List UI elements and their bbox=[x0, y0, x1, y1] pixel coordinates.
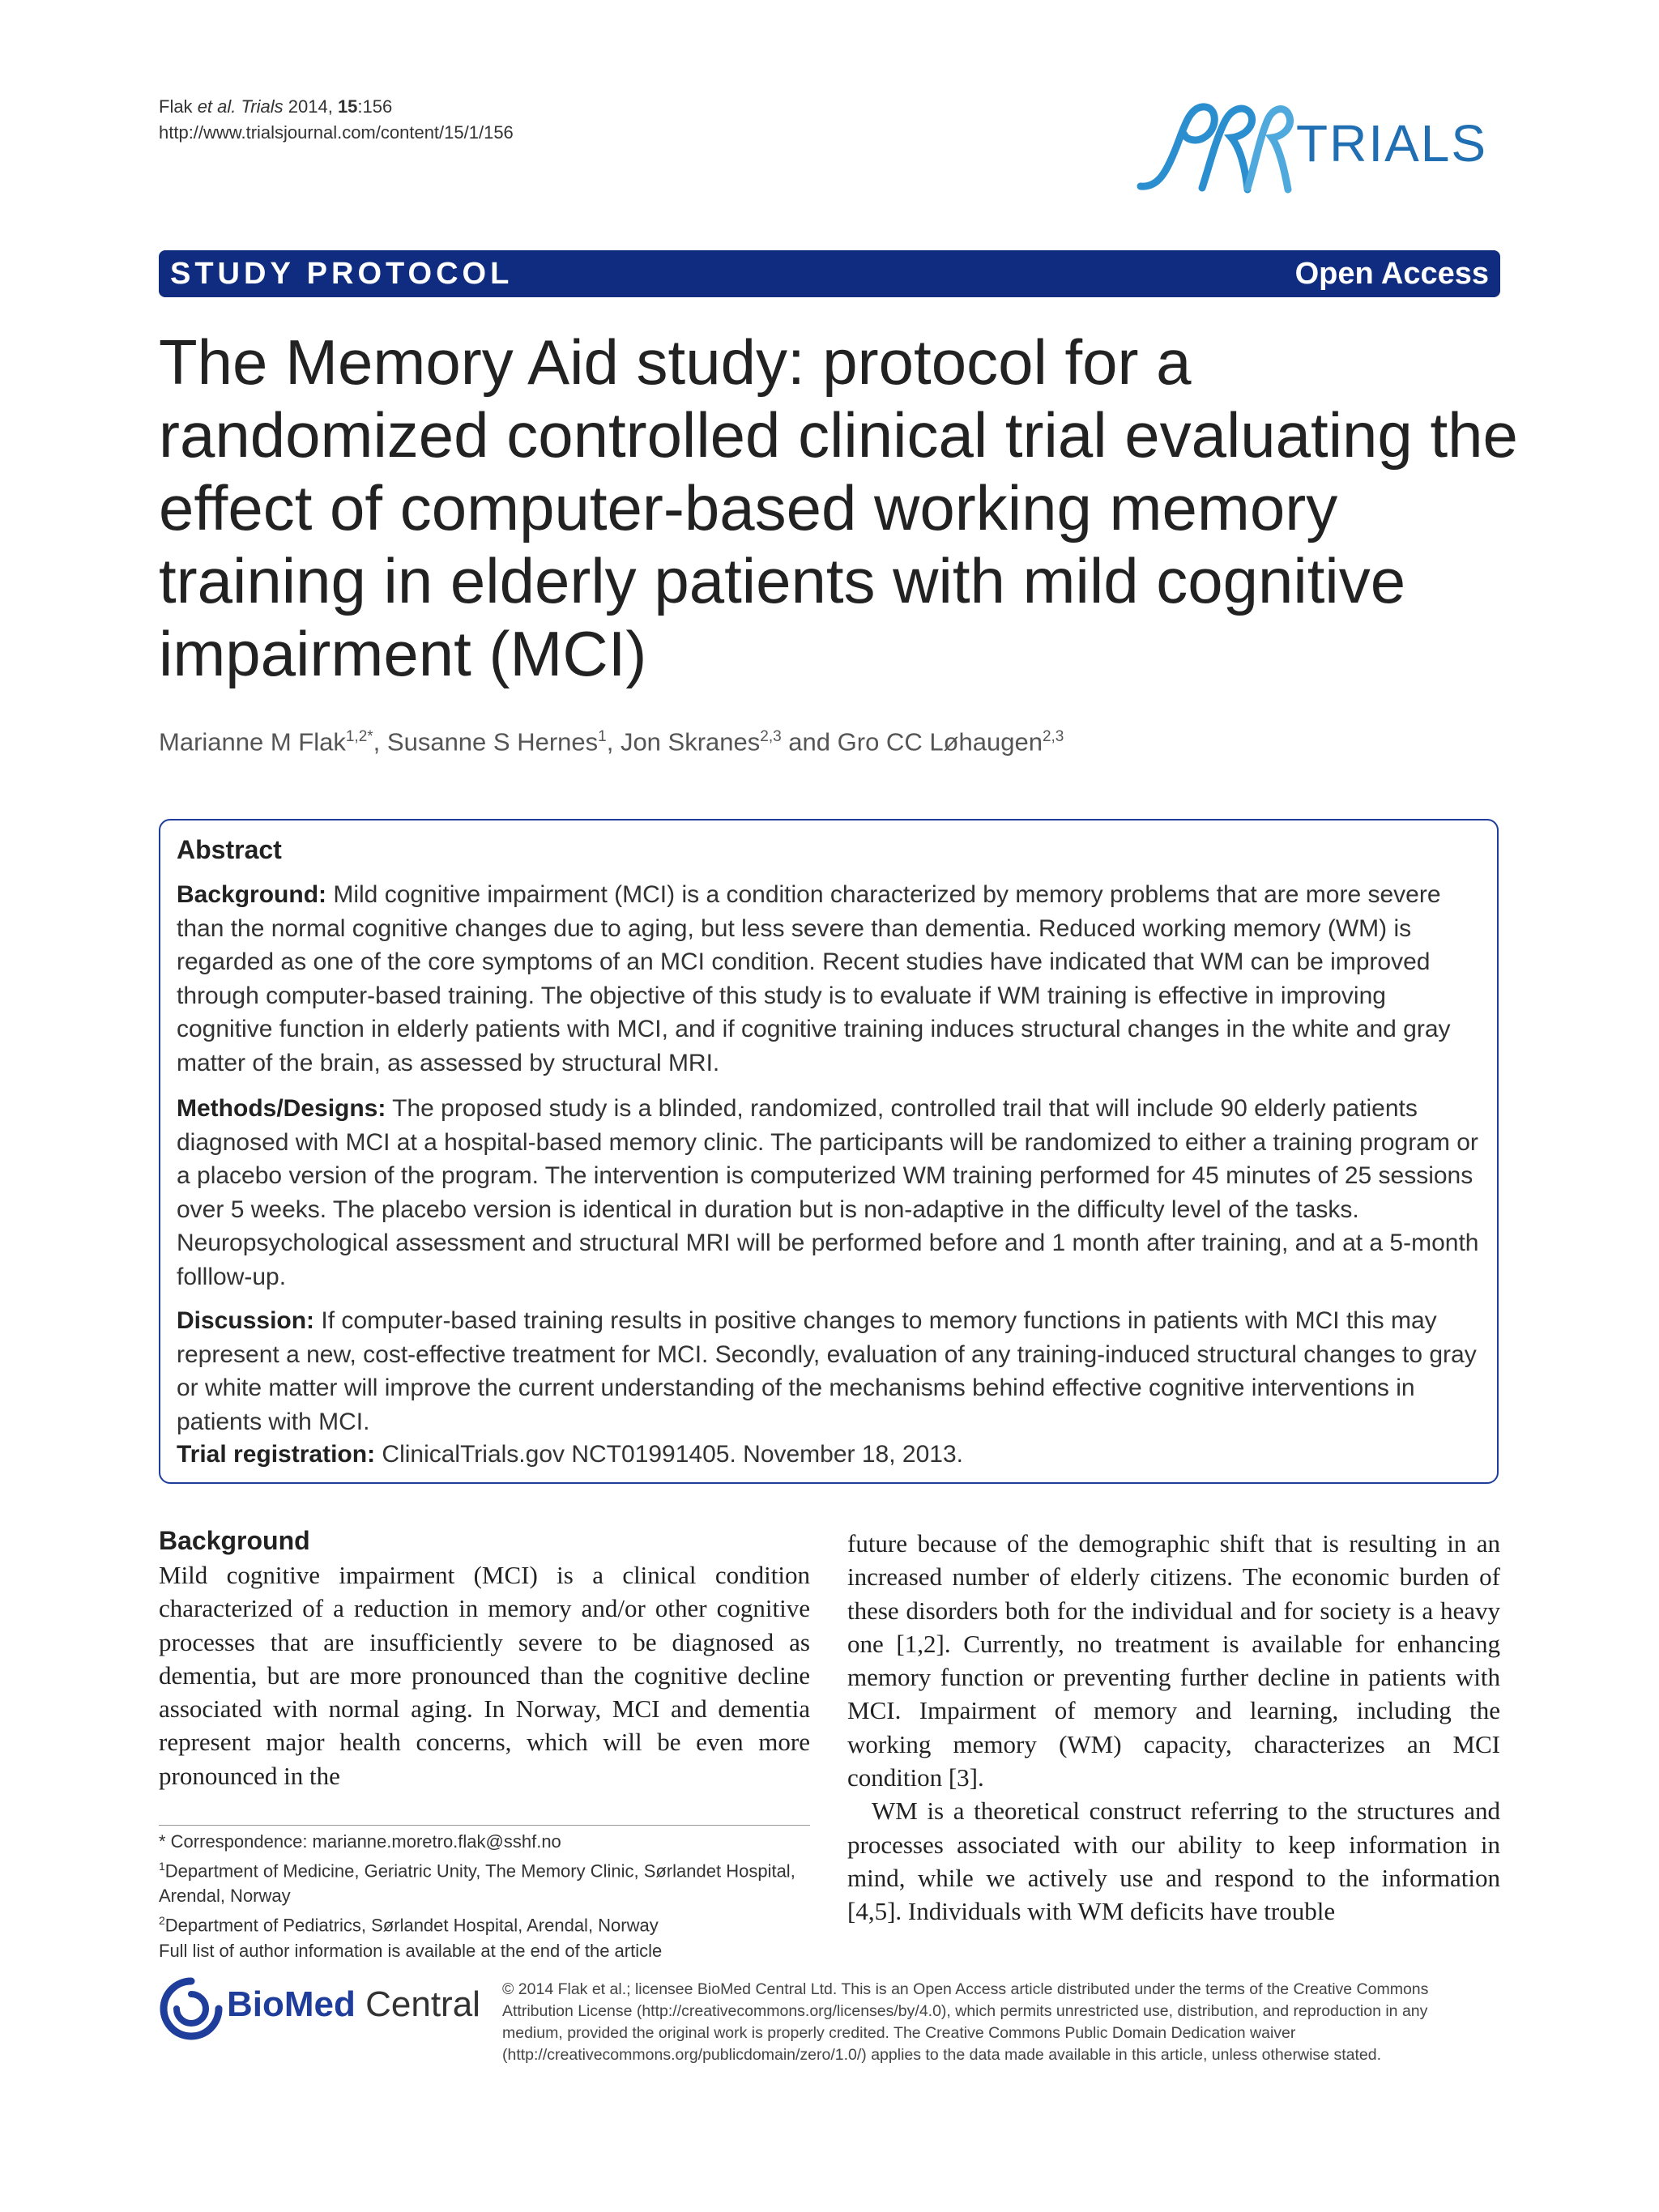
abstract-trial-label: Trial registration: bbox=[177, 1441, 376, 1468]
article-type: STUDY PROTOCOL bbox=[170, 257, 514, 291]
abstract-methods-label: Methods/Designs: bbox=[177, 1095, 386, 1122]
abstract-heading: Abstract bbox=[177, 835, 282, 864]
biomed-central-wordmark bbox=[227, 1984, 480, 2025]
citation-page: :156 bbox=[357, 96, 393, 117]
citation-journal: Trials bbox=[236, 96, 284, 117]
author-list bbox=[159, 719, 1064, 760]
author-affiliation: 2,3 bbox=[1042, 728, 1064, 745]
article-url[interactable]: http://www.trialsjournal.com/content/15/1/156 bbox=[159, 122, 514, 143]
open-access-label: Open Access bbox=[1294, 257, 1489, 291]
abstract-background-label: Background: bbox=[177, 881, 327, 908]
author-separator: , bbox=[606, 727, 621, 757]
author-affiliation: 1,2* bbox=[345, 728, 373, 745]
publisher-bold: BioMed bbox=[227, 1984, 356, 2024]
affiliation-number: 1 bbox=[159, 1860, 165, 1873]
author-affiliation: 1 bbox=[598, 728, 607, 745]
trials-logo bbox=[1134, 91, 1488, 204]
abstract-background-text: Mild cognitive impairment (MCI) is a condition characterized by memory problems that are more severe than the normal cognitive changes due to aging, but less severe than dementia. Reduced working memory (WM) is regarded as one of the core symptoms of an MCI condition. Recent studies have indicated that WM can be improved through computer-based training. The objective of this study is to evaluate if WM training is effective in improving cognitive function in elderly patients with MCI, and if cognitive training induces structural changes in the white and gray matter of the brain, as assessed by structural MRI. bbox=[177, 881, 1451, 1076]
body-right-column bbox=[847, 1527, 1500, 1929]
author-name: Marianne M Flak bbox=[159, 727, 346, 757]
citation-year: 2014, bbox=[283, 96, 338, 117]
body-left-column: Mild cognitive impairment (MCI) is a clinical condition characterized of a reduction in memory and/or other cognitive processes that are insufficiently severe to be diagnosed as dementia, but are more pronounced than the cognitive decline associated with normal aging. In Norway, MCI and dementia represent major health concerns, which will be even more pronounced in the bbox=[159, 1561, 810, 1790]
article-title: The Memory Aid study: protocol for a randomized controlled clinical trial evaluating the effect of computer-based working memory training in elderly patients with mild cognitive impairment (MCI) bbox=[159, 326, 1518, 689]
citation-line bbox=[159, 94, 514, 120]
abstract-discussion bbox=[177, 1304, 1482, 1438]
affiliation-note bbox=[159, 1854, 810, 1908]
trials-logo-icon bbox=[1134, 91, 1296, 204]
citation-etal: et al. bbox=[197, 96, 237, 117]
abstract-discussion-text: If computer-based training results in positive changes to memory functions in patients with MCI this may represent a new, cost-effective treatment for MCI. Secondly, evaluation of any training-induced structural changes to gray or white matter will improve the current understanding of the mechanisms behind effective cognitive interventions in patients with MCI. bbox=[177, 1307, 1477, 1435]
affiliation-text: Department of Pediatrics, Sørlandet Hospital, Arendal, Norway bbox=[164, 1915, 659, 1936]
author-name: Gro CC Løhaugen bbox=[837, 727, 1043, 757]
affiliation-note bbox=[159, 1908, 810, 1937]
abstract-background bbox=[177, 878, 1482, 1080]
section-heading-background: Background bbox=[159, 1526, 310, 1555]
abstract-methods-text: The proposed study is a blinded, randomized, controlled trail that will include 90 elderly patients diagnosed with MCI at a hospital-based memory clinic. The participants will be randomized to either a training program or a placebo version of the program. The intervention is computerized WM training performed for 45 minutes of 25 sessions over 5 weeks. The placebo version is identical in duration but is non-adaptive in the difficulty level of the tasks. Neuropsychological assessment and structural MRI will be performed before and 1 month after training, and at a 5-month folllow-up. bbox=[177, 1095, 1479, 1290]
footnote-divider bbox=[159, 1825, 810, 1826]
citation-authors: Flak bbox=[159, 96, 198, 117]
author-separator: , bbox=[373, 727, 387, 757]
publisher-light: Central bbox=[355, 1984, 480, 2024]
trials-logo-text: TRIALS bbox=[1296, 114, 1488, 173]
abstract-box bbox=[159, 819, 1499, 1484]
correspondence-note: * Correspondence: marianne.moretro.flak@sshf.no bbox=[159, 1831, 561, 1852]
biomed-central-logo-icon bbox=[159, 1976, 224, 2041]
footnotes bbox=[159, 1829, 810, 1963]
author-name: Susanne S Hernes bbox=[386, 727, 599, 757]
author-info-note: Full list of author information is available at the end of the article bbox=[159, 1940, 663, 1961]
abstract-methods bbox=[177, 1092, 1482, 1294]
author-separator: and bbox=[781, 727, 838, 757]
citation-volume: 15 bbox=[337, 96, 358, 117]
abstract-trial-registration bbox=[177, 1438, 1482, 1472]
affiliation-text: Department of Medicine, Geriatric Unity, The Memory Clinic, Sørlandet Hospital, Arendal, Norway bbox=[159, 1860, 795, 1907]
author-name: Jon Skranes bbox=[620, 727, 761, 757]
biomed-central-logo bbox=[159, 1976, 483, 2041]
license-text: © 2014 Flak et al.; licensee BioMed Central Ltd. This is an Open Access article distributed under the terms of the Creative Commons Attribution License (http://creativecommons.org/licenses/by/4.0), which permits unrestricted use, distribution, and reproduction in any medium, provided the original work is properly credited. The Creative Commons Public Domain Dedication waiver (http://creativecommons.org/publicdomain/zero/1.0/) applies to the data made available in this article, unless otherwise stated. bbox=[502, 1980, 1429, 2064]
author-affiliation: 2,3 bbox=[760, 728, 782, 745]
abstract-discussion-label: Discussion: bbox=[177, 1307, 315, 1334]
body-paragraph: future because of the demographic shift that is resulting in an increased number of elderly citizens. The economic burden of these disorders both for the individual and for society is a heavy one [1,2]. Currently, no treatment is available for enhancing memory function or preventing further decline in patients with MCI. Impairment of memory and learning, including the working memory (WM) capacity, characterizes an MCI condition [3]. bbox=[847, 1529, 1500, 1792]
body-paragraph: WM is a theoretical construct referring to the structures and processes associated with our ability to keep information in mind, while we actively use and respond to the information [4,5]. Individuals with WM deficits have trouble bbox=[847, 1796, 1500, 1926]
affiliation-number: 2 bbox=[159, 1914, 165, 1928]
article-type-banner bbox=[159, 250, 1500, 297]
citation bbox=[159, 94, 514, 146]
abstract-trial-text: ClinicalTrials.gov NCT01991405. November 18, 2013. bbox=[375, 1441, 963, 1468]
